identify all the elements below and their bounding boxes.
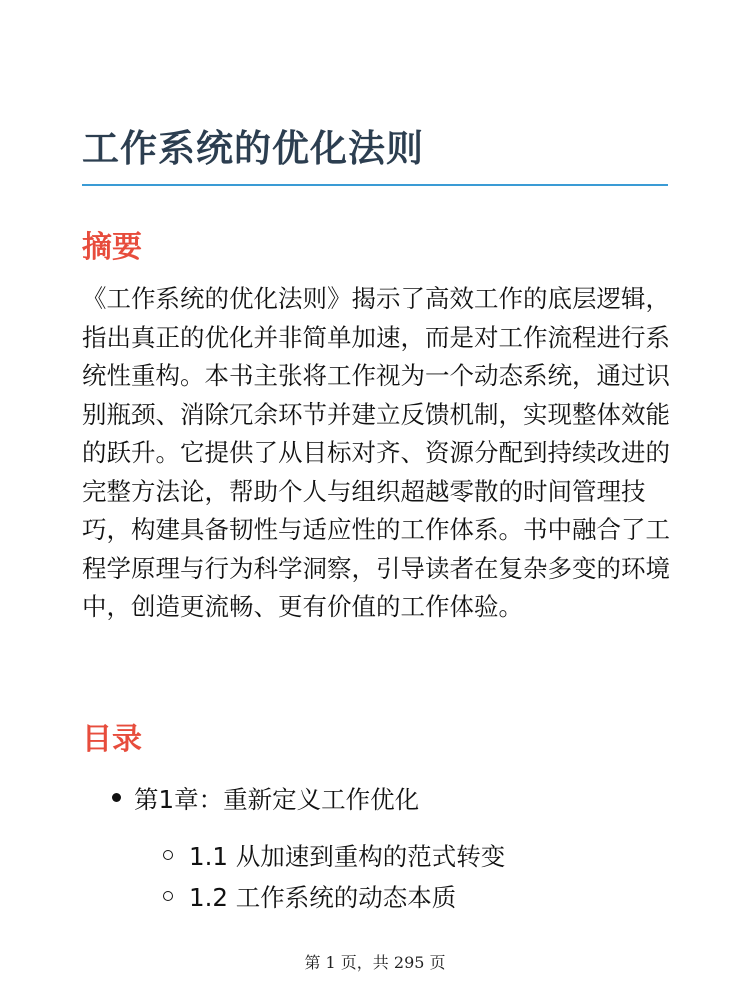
abstract-heading: 摘要 [82,230,142,265]
toc-section-1-2-label: 1.2 工作系统的动态本质 [189,883,457,912]
title-divider [82,184,668,186]
toc-chapter-1-label: 第1章：重新定义工作优化 [134,785,420,814]
toc-heading: 目录 [82,722,142,757]
page-footer: 第 1 页，共 295 页 [304,953,446,972]
abstract-text: 《工作系统的优化法则》揭示了高效工作的底层逻辑，指出真正的优化并非简单加速，而是对工作流程进行系统性重构。本书主张将工作视为一个动态系统，通过识别瓶颈、消除冗余环节并建立反馈机制，实现整体效能的跃升。它提供了从目标对齐、资源分配到持续改进的完整方法论，帮助个人与组织超越零散的时间管理技巧，构建具备韧性与适应性的工作体系。书中融合了工程学原理与行为科学洞察，引导读者在复杂多变的环境中，创造更流畅、更有价值的工作体验。 [82,284,670,621]
bullet-dot-icon [112,793,121,802]
document-title: 工作系统的优化法则 [82,127,424,170]
toc-section-1-1-label: 1.1 从加速到重构的范式转变 [189,842,506,871]
bullet-circle-icon [163,891,173,901]
bullet-circle-icon [163,850,173,860]
